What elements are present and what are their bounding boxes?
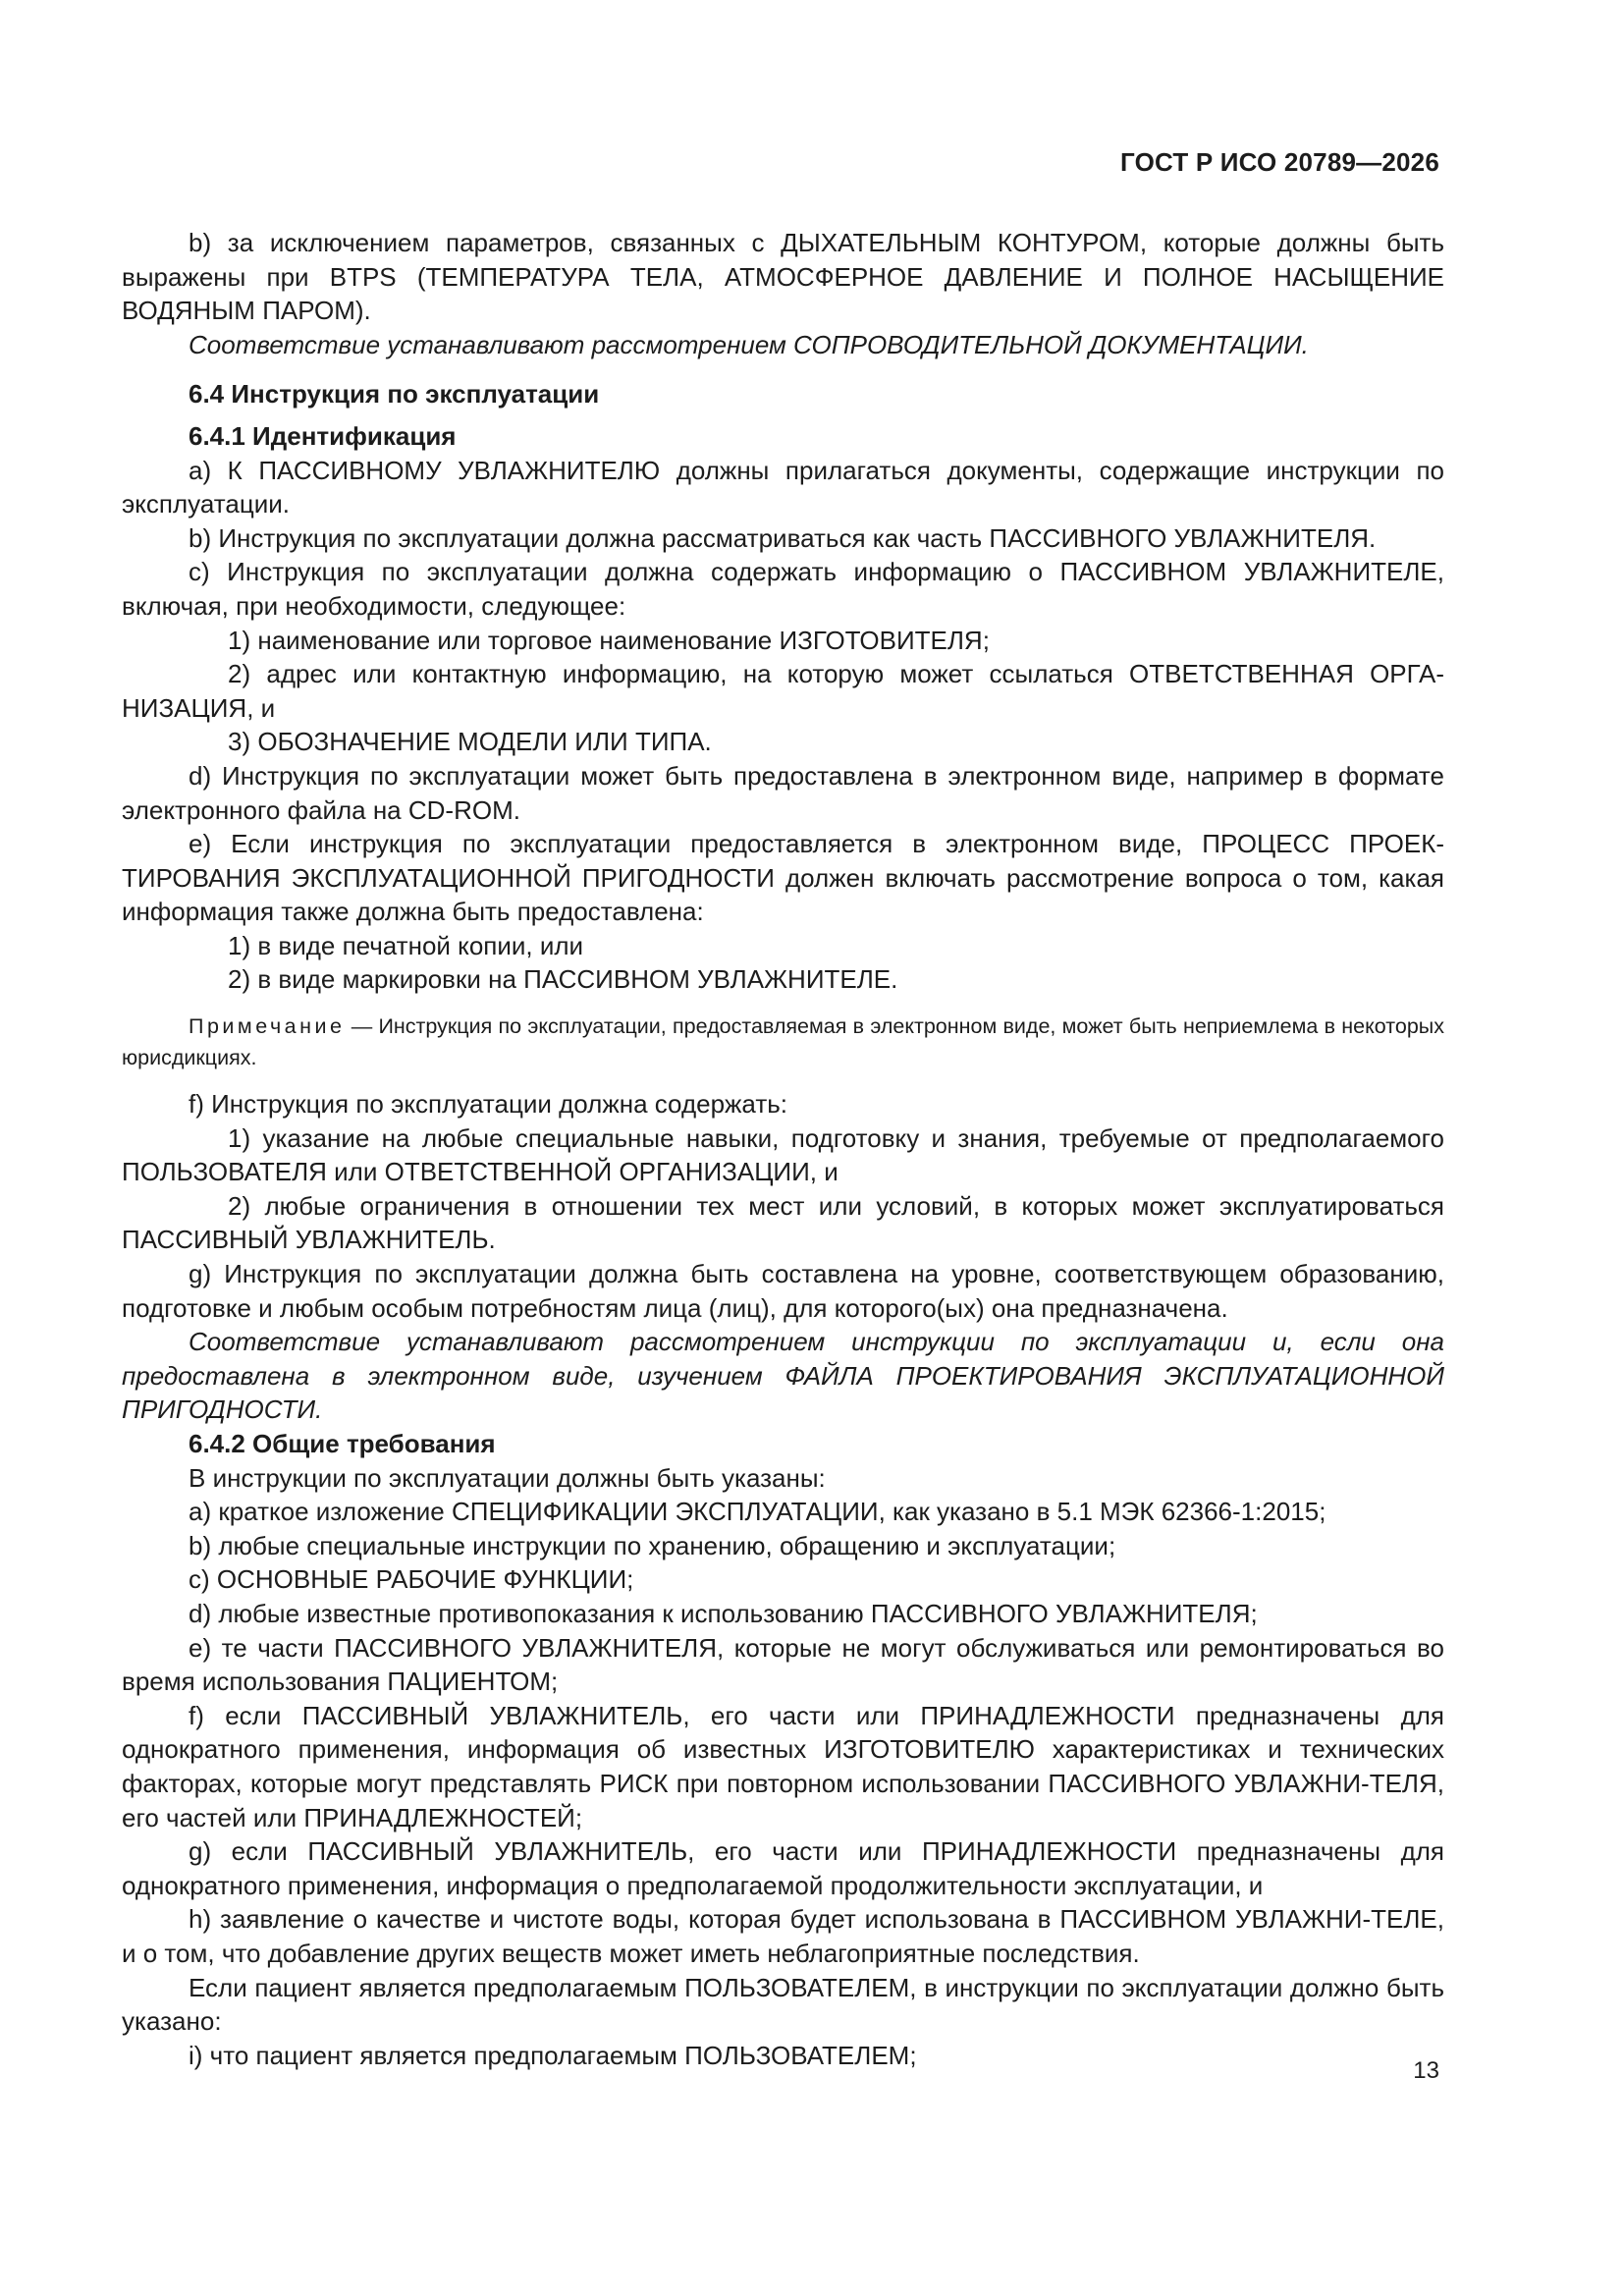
section-heading-6-4-2: 6.4.2 Общие требования	[189, 1429, 496, 1458]
section-heading-6-4: 6.4 Инструкция по эксплуатации	[189, 379, 600, 410]
item-6-4-1-e: e) Если инструкция по эксплуатации предоставляется в электронном виде, ПРОЦЕСС ПРОЕК-ТИРОВАНИЯ ЭКСПЛУАТАЦИОННОЙ ПРИГОДНОСТИ должен включать рассмотрение вопроса о том, какая информация также должна быть предоставлена:	[122, 829, 1444, 927]
document-body	[122, 226, 1444, 2072]
item-6-4-1-f-1: 1) указание на любые специальные навыки, подготовку и знания, требуемые от предполагаемого ПОЛЬЗОВАТЕЛЯ или ОТВЕТСТВЕННОЙ ОРГАНИЗАЦИИ, и	[122, 1122, 1444, 1187]
item-6-4-1-e-1: 1) в виде печатной копии, или	[228, 930, 584, 960]
item-6-4-2-f: f) если ПАССИВНЫЙ УВЛАЖНИТЕЛЬ, его части или ПРИНАДЛЕЖНОСТИ предназначены для однократного применения, информация об известных ИЗГОТОВИТЕЛЮ характеристиках и технических факторах, которые могут представлять РИСК при повторном использовании ПАССИВНОГО УВЛАЖНИ-ТЕЛЯ, его частей или ПРИНАДЛЕЖНОСТЕЙ;	[122, 1700, 1444, 1832]
note-text: — Инструкция по эксплуатации, предоставляемая в электронном виде, может быть неприемлема в некоторых юрисдикциях.	[122, 1014, 1444, 1070]
item-6-4-2-c: c) ОСНОВНЫЕ РАБОЧИЕ ФУНКЦИИ;	[189, 1564, 634, 1595]
note	[122, 1011, 1444, 1073]
paragraph-b-btps: b) за исключением параметров, связанных с ДЫХАТЕЛЬНЫМ КОНТУРОМ, которые должны быть выражены при BTPS (ТЕМПЕРАТУРА ТЕЛА, АТМОСФЕРНОЕ ДАВЛЕНИЕ И ПОЛНОЕ НАСЫЩЕНИЕ ВОДЯНЫМ ПАРОМ).	[122, 228, 1444, 326]
item-6-4-2-i: i) что пациент является предполагаемым ПОЛЬЗОВАТЕЛЕМ;	[189, 2040, 917, 2070]
item-6-4-1-a: а) К ПАССИВНОМУ УВЛАЖНИТЕЛЮ должны прилагаться документы, содержащие инструкции по эксплуатации.	[122, 455, 1444, 519]
item-6-4-1-e-2: 2) в виде маркировки на ПАССИВНОМ УВЛАЖНИТЕЛЕ.	[228, 964, 898, 995]
item-6-4-1-f-2: 2) любые ограничения в отношении тех мест или условий, в которых может эксплуатироваться ПАССИВНЫЙ УВЛАЖНИТЕЛЬ.	[122, 1190, 1444, 1255]
item-6-4-1-c-1: 1) наименование или торговое наименование ИЗГОТОВИТЕЛЯ;	[228, 625, 990, 655]
item-6-4-1-g: g) Инструкция по эксплуатации должна быть составлена на уровне, соответствующем образованию, подготовке и любым особым потребностям лица (лиц), для которого(ых) она предназначена.	[122, 1259, 1444, 1323]
item-6-4-1-c: c) Инструкция по эксплуатации должна содержать информацию о ПАССИВНОМ УВЛАЖНИТЕЛЕ, включая, при необходимости, следующее:	[122, 557, 1444, 621]
item-6-4-2-d: d) любые известные противопоказания к использованию ПАССИВНОГО УВЛАЖНИТЕЛЯ;	[189, 1598, 1258, 1628]
note-label: Примечание	[189, 1014, 346, 1039]
document-header: ГОСТ Р ИСО 20789—2026	[1119, 147, 1439, 177]
item-6-4-2-intro: В инструкции по эксплуатации должны быть указаны:	[189, 1462, 826, 1493]
item-6-4-1-c-2: 2) адрес или контактную информацию, на которую может ссылаться ОТВЕТСТВЕННАЯ ОРГА-НИЗАЦИЯ, и	[122, 659, 1444, 723]
compliance-statement-1: Соответствие устанавливают рассмотрением СОПРОВОДИТЕЛЬНОЙ ДОКУМЕНТАЦИИ.	[189, 329, 1309, 359]
item-6-4-2-h: h) заявление о качестве и чистоте воды, которая будет использована в ПАССИВНОМ УВЛАЖНИ-ТЕЛЕ, и о том, что добавление других веществ может иметь неблагоприятные последствия.	[122, 1904, 1444, 1968]
item-6-4-2-patient: Если пациент является предполагаемым ПОЛЬЗОВАТЕЛЕМ, в инструкции по эксплуатации должно быть указано:	[122, 1972, 1444, 2037]
item-6-4-1-d: d) Инструкция по эксплуатации может быть предоставлена в электронном виде, например в формате электронного файла на CD-ROM.	[122, 760, 1444, 825]
item-6-4-1-f: f) Инструкция по эксплуатации должна содержать:	[189, 1089, 787, 1120]
section-heading-6-4-1: 6.4.1 Идентификация	[189, 420, 457, 451]
page-number: 13	[1413, 2057, 1439, 2084]
item-6-4-2-e: e) те части ПАССИВНОГО УВЛАЖНИТЕЛЯ, которые не могут обслуживаться или ремонтироваться во время использования ПАЦИЕНТОМ;	[122, 1632, 1444, 1697]
compliance-statement-2: Соответствие устанавливают рассмотрением инструкции по эксплуатации и, если она предоставлена в электронном виде, изучением ФАЙЛА ПРОЕКТИРОВАНИЯ ЭКСПЛУАТАЦИОННОЙ ПРИГОДНОСТИ.	[122, 1327, 1444, 1425]
item-6-4-2-b: b) любые специальные инструкции по хранению, обращению и эксплуатации;	[189, 1530, 1116, 1560]
item-6-4-2-g: g) если ПАССИВНЫЙ УВЛАЖНИТЕЛЬ, его части или ПРИНАДЛЕЖНОСТИ предназначены для однократного применения, информация о предполагаемой продолжительности эксплуатации, и	[122, 1836, 1444, 1900]
item-6-4-1-b: b) Инструкция по эксплуатации должна рассматриваться как часть ПАССИВНОГО УВЛАЖНИТЕЛЯ.	[189, 522, 1377, 553]
item-6-4-1-c-3: 3) ОБОЗНАЧЕНИЕ МОДЕЛИ ИЛИ ТИПА.	[228, 727, 712, 757]
item-6-4-2-a: а) краткое изложение СПЕЦИФИКАЦИИ ЭКСПЛУАТАЦИИ, как указано в 5.1 МЭК 62366-1:2015;	[189, 1497, 1326, 1527]
